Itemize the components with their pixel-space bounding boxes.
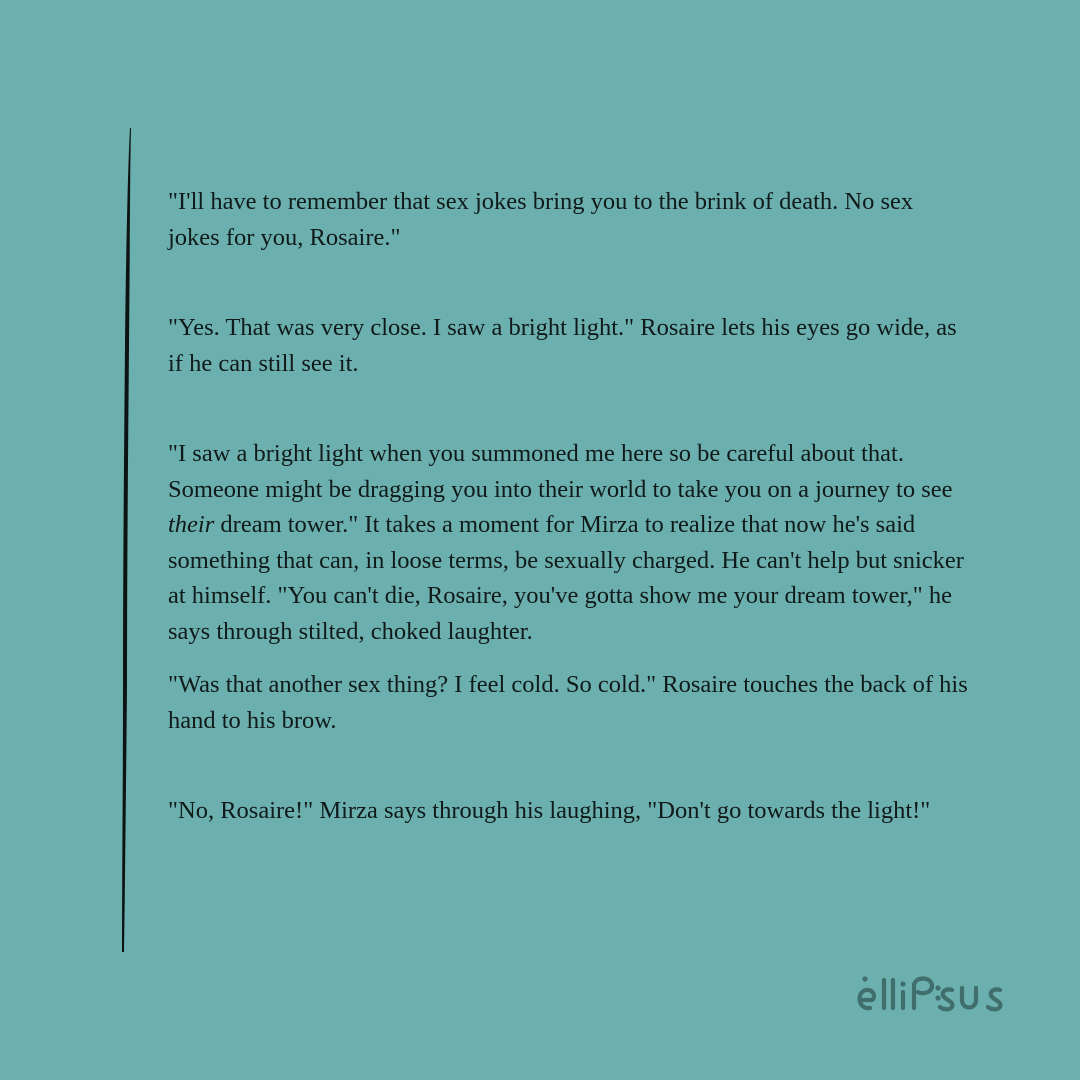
story-text <box>168 184 968 829</box>
emphasized-word: their <box>168 511 215 538</box>
paragraph: "I'll have to remember that sex jokes bring you to the brink of death. No sex jokes for you, Rosaire." <box>168 188 914 251</box>
paragraph-text: "I saw a bright light when you summoned me here so be careful about that. Someone might be dragging you into their world to take you on a journey to see <box>168 440 953 503</box>
paragraph-text: dream tower." It takes a moment for Mirza to realize that now he's said something that can, in loose terms, be sexually charged. He can't help but snicker at himself. "You can't die, Rosaire, you've gotta show me your dream tower," he says through stilted, choked laughter. <box>168 511 964 645</box>
paragraph: "Was that another sex thing? I feel cold. So cold." Rosaire touches the back of his hand to his brow. <box>168 671 968 734</box>
paragraph: "No, Rosaire!" Mirza says through his laughing, "Don't go towards the light!" <box>168 797 931 824</box>
brush-stroke-divider <box>112 126 136 956</box>
paragraph: "Yes. That was very close. I saw a bright light." Rosaire lets his eyes go wide, as if he can still see it. <box>168 314 957 377</box>
ellipsus-logo <box>848 962 1008 1018</box>
paragraph <box>168 436 968 649</box>
